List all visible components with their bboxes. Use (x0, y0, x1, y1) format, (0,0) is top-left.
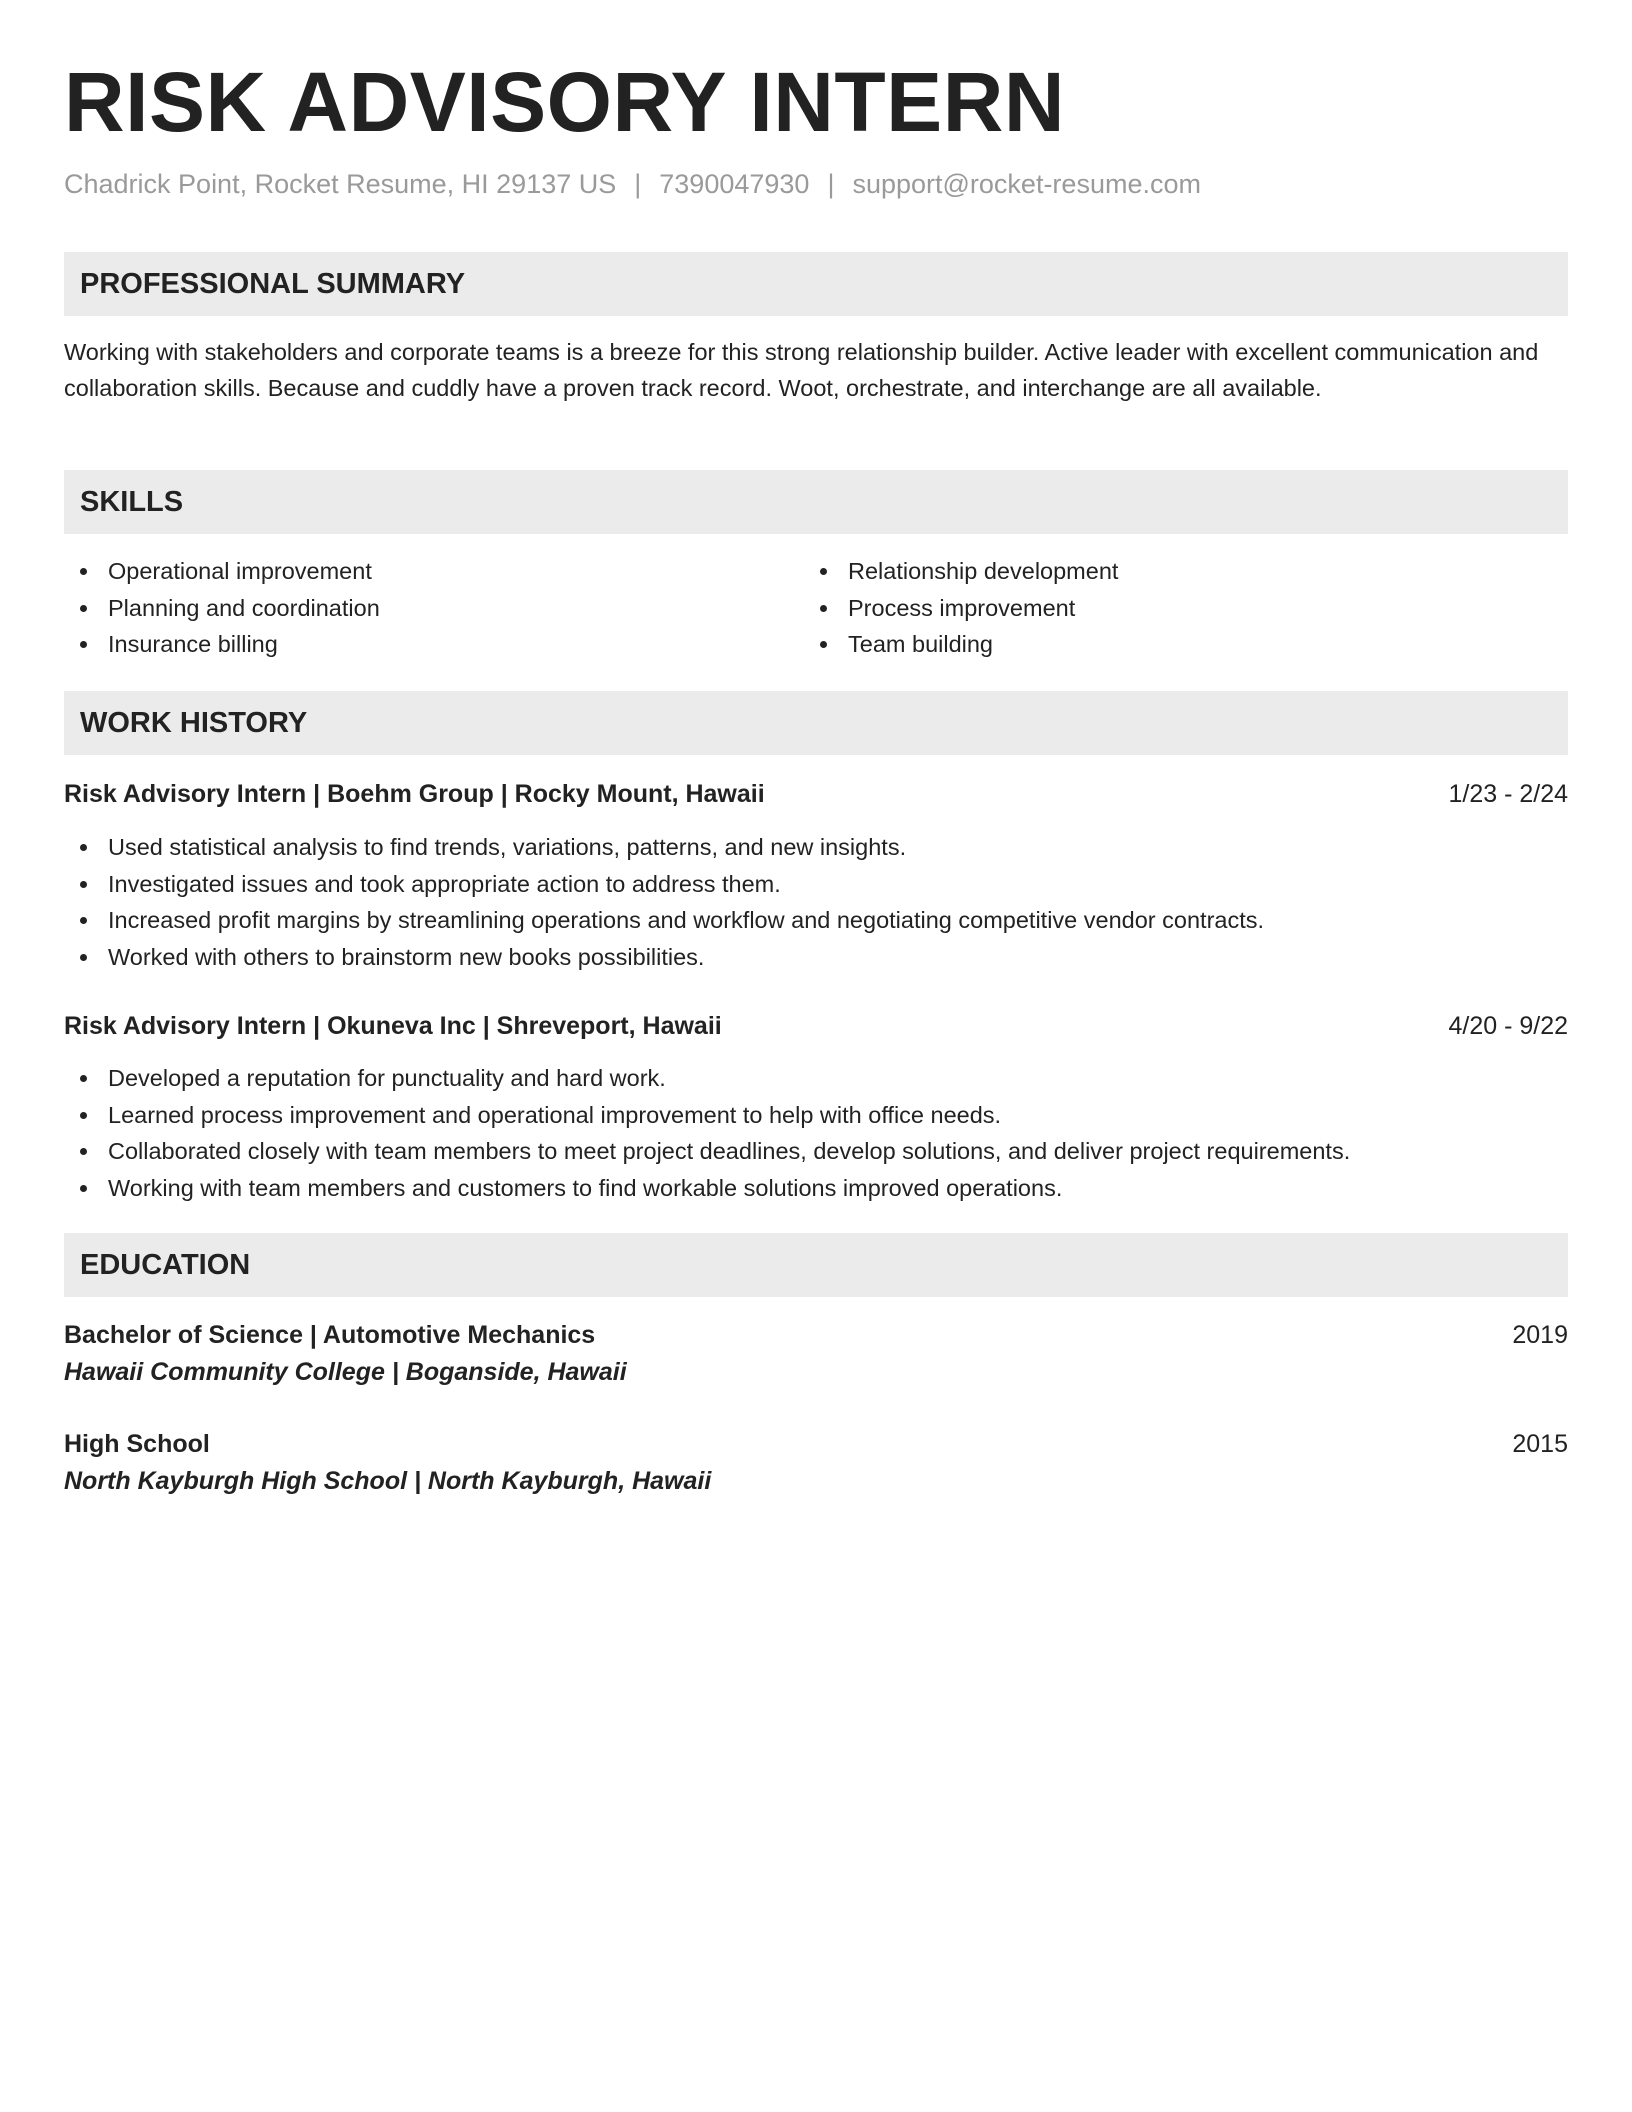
section-heading-work-history: WORK HISTORY (64, 691, 1568, 755)
job-bullets (64, 1060, 1568, 1206)
job-bullets (64, 829, 1568, 975)
section-heading-summary: PROFESSIONAL SUMMARY (64, 252, 1568, 316)
job-bullet: Working with team members and customers to find workable solutions improved operations. (64, 1170, 1568, 1207)
job-title: Risk Advisory Intern | Okuneva Inc | Shreveport, Hawaii (64, 1012, 722, 1040)
job-header (64, 1008, 1568, 1044)
contact-line (64, 166, 1201, 202)
job-bullet: Learned process improvement and operational improvement to help with office needs. (64, 1097, 1568, 1134)
job-bullet: Collaborated closely with team members to meet project deadlines, develop solutions, and deliver project requirements. (64, 1133, 1568, 1170)
job-bullet: Worked with others to brainstorm new books possibilities. (64, 939, 1568, 976)
education-year: 2019 (1512, 1321, 1568, 1349)
job-header (64, 776, 1568, 812)
candidate-name: RISK ADVISORY INTERN (64, 55, 1066, 149)
skill-item: Team building (804, 626, 1504, 663)
job-title: Risk Advisory Intern | Boehm Group | Rocky Mount, Hawaii (64, 780, 765, 808)
education-header (64, 1426, 1568, 1462)
job-bullet: Developed a reputation for punctuality and hard work. (64, 1060, 1568, 1097)
skill-item: Process improvement (804, 590, 1504, 627)
job-bullet: Investigated issues and took appropriate action to address them. (64, 866, 1568, 903)
education-school: Hawaii Community College | Boganside, Hawaii (64, 1358, 627, 1386)
skills-list-right (804, 553, 1504, 663)
contact-address: Chadrick Point, Rocket Resume, HI 29137 US (64, 169, 617, 199)
summary-text: Working with stakeholders and corporate teams is a breeze for this strong relationship builder. Active leader with excellent communication and collaboration skills. Because and cuddly have a proven track record. Woot, orchestrate, and interchange are all available. (64, 339, 1539, 401)
education-year: 2015 (1512, 1430, 1568, 1458)
job-bullet: Increased profit margins by streamlining operations and workflow and negotiating competitive vendor contracts. (64, 902, 1568, 939)
education-degree: High School (64, 1430, 210, 1458)
job-dates: 1/23 - 2/24 (1448, 780, 1568, 808)
section-heading-skills: SKILLS (64, 470, 1568, 534)
contact-separator: | (827, 169, 835, 199)
skill-item: Relationship development (804, 553, 1504, 590)
contact-phone: 7390047930 (659, 169, 810, 199)
job-bullet: Used statistical analysis to find trends, variations, patterns, and new insights. (64, 829, 1568, 866)
skill-item: Operational improvement (64, 553, 764, 590)
contact-separator: | (634, 169, 642, 199)
skills-list-left (64, 553, 764, 663)
education-degree: Bachelor of Science | Automotive Mechanics (64, 1321, 596, 1349)
job-dates: 4/20 - 9/22 (1448, 1012, 1568, 1040)
education-header (64, 1317, 1568, 1353)
contact-email: support@rocket-resume.com (852, 169, 1201, 199)
skill-item: Planning and coordination (64, 590, 764, 627)
section-heading-education: EDUCATION (64, 1233, 1568, 1297)
skill-item: Insurance billing (64, 626, 764, 663)
education-school: North Kayburgh High School | North Kayburgh, Hawaii (64, 1467, 712, 1495)
